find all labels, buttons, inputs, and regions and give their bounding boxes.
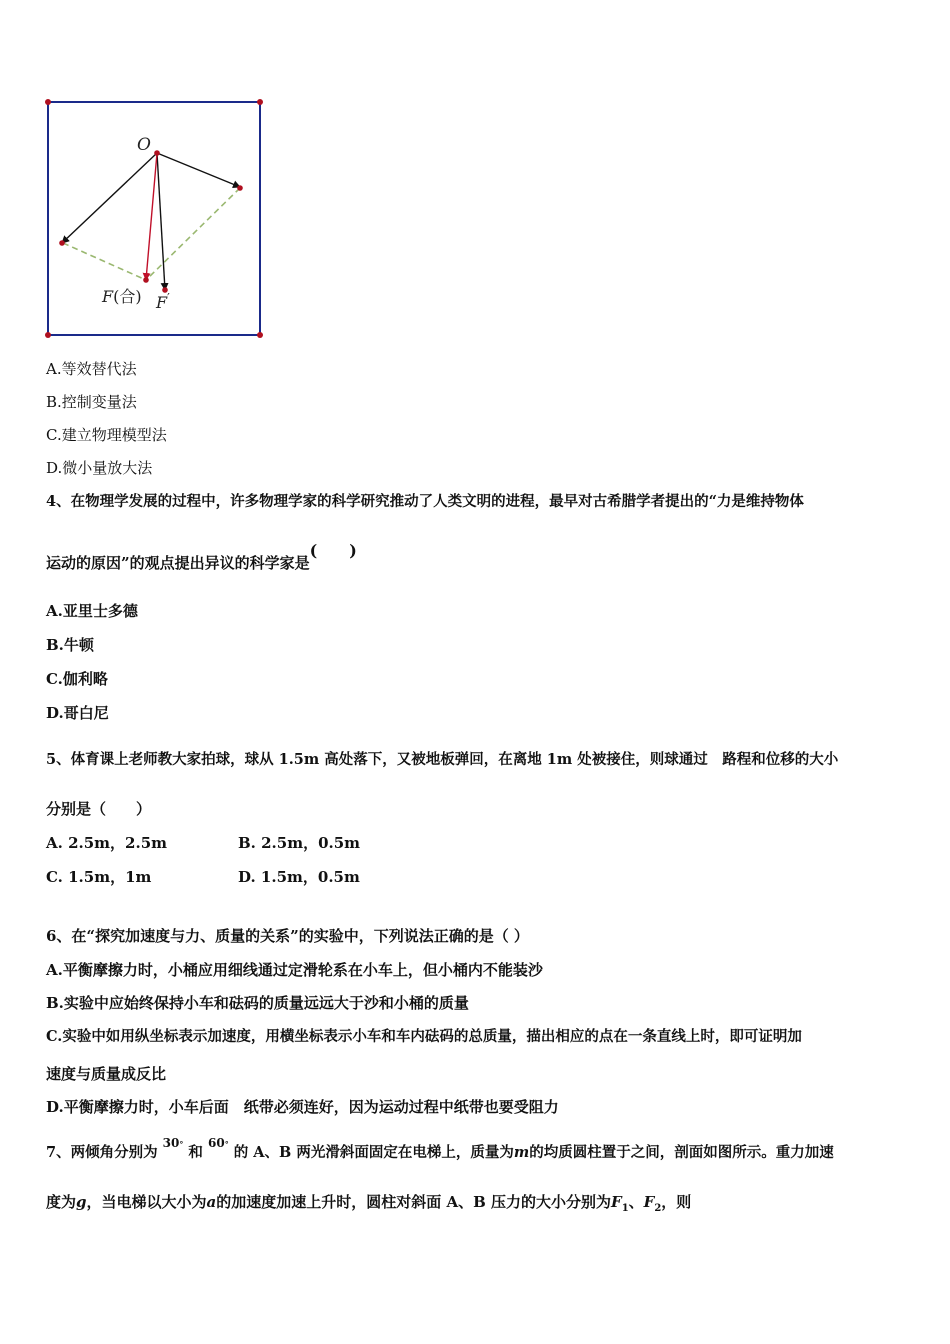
q5-option-c: C. 1.5m，1m bbox=[46, 868, 152, 886]
angle-60: 60° bbox=[207, 1136, 229, 1150]
corner-dot bbox=[45, 332, 51, 338]
q5-option-b: B. 2.5m，0.5m bbox=[238, 834, 361, 852]
q5-stem-line1: 5、体育课上老师教大家拍球，球从 1.5m 高处落下，又被地板弹回，在离地 1m 处被接住，则球通过 路程和位移的大小 bbox=[46, 751, 839, 768]
force-vector-right bbox=[157, 153, 240, 187]
corner-dot bbox=[45, 99, 51, 105]
label-O: O bbox=[137, 135, 151, 155]
angle-30: 30° bbox=[162, 1136, 184, 1150]
q3-option-b: B.控制变量法 bbox=[46, 393, 137, 411]
q4-option-d: D.哥白尼 bbox=[46, 704, 109, 722]
q6-option-d: D.平衡摩擦力时，小车后面 纸带必须连好，因为运动过程中纸带也要受阻力 bbox=[46, 1098, 559, 1116]
q5-option-a: A. 2.5m，2.5m bbox=[46, 834, 168, 852]
q4-stem-line2: 运动的原因”的观点提出异议的科学家是( ) bbox=[46, 541, 357, 572]
q6-option-c-line2: 速度与质量成反比 bbox=[46, 1065, 167, 1083]
figure-frame bbox=[48, 102, 260, 335]
force-vector-left bbox=[62, 153, 157, 243]
label-F-he: F(合) bbox=[102, 287, 142, 306]
q3-option-a: A.等效替代法 bbox=[46, 360, 137, 378]
q7-stem-line1: 7、两倾角分别为 $^{30^\circ}$ 和 $^{60^\circ}$ 的 A、B 两光滑斜面固定在电梯上，质量为m的均质圆柱置于之间，剖面如图所示。重力加速 bbox=[46, 1136, 834, 1161]
q6-option-b: B.实验中应始终保持小车和砝码的质量远远大于沙和小桶的质量 bbox=[46, 994, 469, 1012]
point-dot bbox=[143, 277, 149, 283]
q5-option-d: D. 1.5m，0.5m bbox=[238, 868, 360, 886]
corner-dot bbox=[257, 332, 263, 338]
force-F-prime bbox=[157, 153, 165, 290]
dashed-side-1 bbox=[63, 243, 146, 280]
q3-option-d: D.微小量放大法 bbox=[46, 459, 153, 477]
label-F-prime: F′ bbox=[156, 291, 170, 312]
q5-stem-line2: 分别是（ ） bbox=[46, 800, 152, 818]
q4-stem-line1: 4、在物理学发展的过程中，许多物理学家的科学研究推动了人类文明的进程，最早对古希腊学者提出的“力是维持物体 bbox=[46, 493, 804, 510]
point-dot bbox=[154, 150, 160, 156]
q4-option-b: B.牛顿 bbox=[46, 636, 94, 654]
q3-option-c: C.建立物理模型法 bbox=[46, 426, 167, 444]
q4-option-a: A.亚里士多德 bbox=[46, 602, 138, 620]
q6-option-c-line1: C.实验中如用纵坐标表示加速度，用横坐标表示小车和车内砝码的总质量，描出相应的点在一条直线上时，即可证明加 bbox=[46, 1028, 802, 1045]
corner-dot bbox=[257, 99, 263, 105]
force-F-resultant bbox=[146, 153, 157, 280]
q6-option-a: A.平衡摩擦力时，小桶应用细线通过定滑轮系在小车上，但小桶内不能装沙 bbox=[46, 961, 543, 979]
point-dot bbox=[59, 240, 65, 246]
q4-option-c: C.伽利略 bbox=[46, 670, 108, 688]
q6-stem: 6、在“探究加速度与力、质量的关系”的实验中，下列说法正确的是（ ） bbox=[46, 927, 529, 945]
force-parallelogram-figure bbox=[40, 92, 270, 344]
point-dot bbox=[237, 185, 243, 191]
answer-paren: ( ) bbox=[309, 541, 357, 560]
q7-stem-line2: 度为g，当电梯以大小为a的加速度加速上升时，圆柱对斜面 A、B 压力的大小分别为$F_1$、$F_2$，则 bbox=[46, 1193, 692, 1214]
